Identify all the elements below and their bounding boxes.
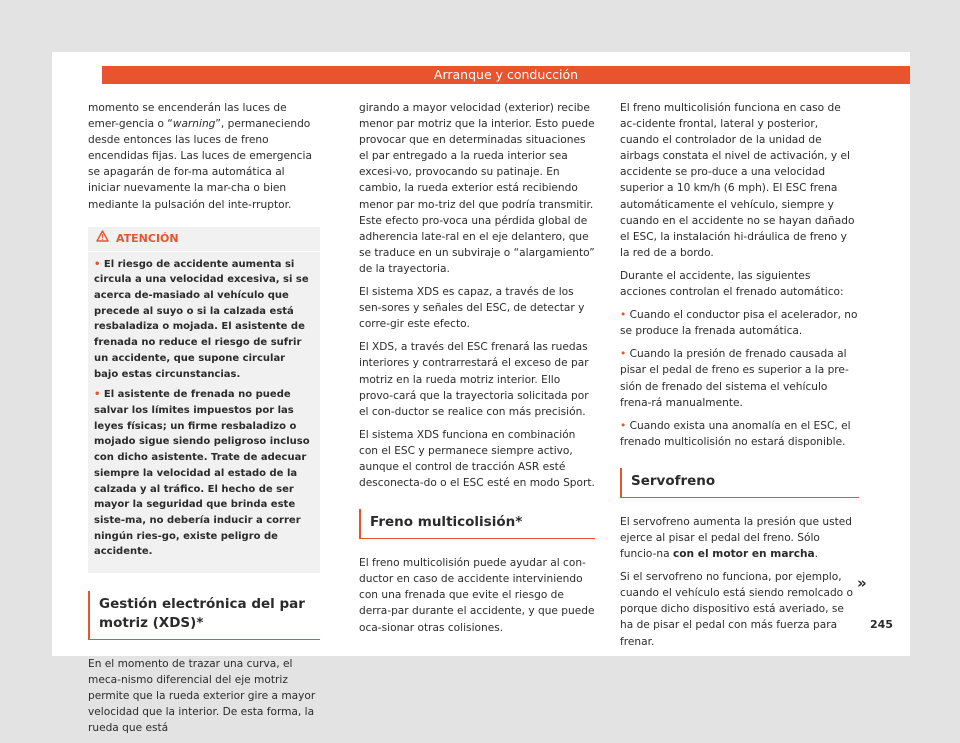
paragraph: Si el servofreno no funciona, por ejemplo, cuando el vehículo está siendo remolcado o porque dicho dispositivo está averiado, se ha de pisar el pedal con más fuerza para frenar. bbox=[620, 571, 853, 648]
manual-page bbox=[52, 52, 910, 735]
warning-body bbox=[88, 252, 320, 560]
section-heading-xds: Gestión electrónica del par motriz (XDS)* bbox=[88, 591, 320, 640]
paragraph: momento se encenderán las luces de emer-gencia o “warning”, permaneciendo desde entonces las luces de freno encendidas fijas. Las luces de emergencia se apagarán de for-ma automática al iniciar nuevamente la mar-cha o bien mediante la pulsación del inte-rruptor. bbox=[88, 102, 312, 211]
bullet-icon: • bbox=[620, 348, 630, 361]
bullet-icon: • bbox=[620, 419, 630, 432]
paragraph: girando a mayor velocidad (exterior) recibe menor par motriz que la interior. Esto puede provocar que en determinadas situaciones el par entregado a la rueda interior sea excesi-vo, provocando su patinaje. En cambio, la rueda exterior está recibiendo menor par mo-triz del que podría transmitir. Este efecto pro-voca una pérdida global de adherencia late-ral en el eje delantero, que se traduce en un subviraje o “alargamiento” de la trayectoria. bbox=[359, 102, 595, 275]
bullet-icon: • bbox=[94, 258, 104, 270]
warning-header bbox=[88, 227, 320, 252]
column-right bbox=[620, 100, 859, 657]
column-middle bbox=[359, 100, 595, 643]
paragraph: El freno multicolisión funciona en caso de ac-cidente frontal, lateral y posterior, cuando el controlador de la unidad de airbags constata el nivel de activación, y el accidente se pro-duce a una velocidad superior a 10 km/h (6 mph). El ESC frena automáticamente el vehículo, siempre y cuando en el accidente no se hayan dañado el ESC, la instalación hi-dráulica de freno y la red de a bordo. bbox=[620, 102, 855, 259]
bullet-icon: • bbox=[94, 389, 104, 401]
warning-item: • El riesgo de accidente aumenta si circula a una velocidad excesiva, si se acerca de-masiado al vehículo que precede al suyo o si la calzada está resbaladiza o mojada. El asistente de frenada no reduce el riesgo de sufrir un accidente, que supone circular bajo estas circunstancias. bbox=[94, 258, 309, 380]
continue-arrow-icon: » bbox=[857, 574, 867, 592]
list-item: • Cuando exista una anomalía en el ESC, el frenado multicolisión no estará disponible. bbox=[620, 419, 851, 448]
paragraph: El sistema XDS funciona en combinación con el ESC y permanece siempre activo, aunque el control de tracción ASR esté desconecta-do o el ESC esté en modo Sport. bbox=[359, 428, 595, 490]
paragraph: El servofreno aumenta la presión que usted ejerce al pisar el pedal del freno. Sólo funcio-na con el motor en marcha. bbox=[620, 515, 852, 561]
warning-box bbox=[88, 227, 320, 573]
list-item: • Cuando el conductor pisa el acelerador, no se produce la frenada automática. bbox=[620, 309, 858, 338]
section-heading-multicollision: Freno multicolisión* bbox=[359, 509, 595, 539]
warning-triangle-icon bbox=[96, 227, 109, 251]
page-number: 245 bbox=[870, 618, 893, 631]
paragraph: El freno multicolisión puede ayudar al con-ductor en caso de accidente interviniendo con una frenada que evite el riesgo de derra-par durante el accidente, y que puede oca-sionar otras colisiones. bbox=[359, 557, 595, 634]
chapter-header: Arranque y conducción bbox=[102, 66, 910, 84]
bullet-icon: • bbox=[620, 309, 630, 322]
paragraph: En el momento de trazar una curva, el meca-nismo diferencial del eje motriz permite que la rueda exterior gire a mayor velocidad que la interior. De esta forma, la rueda que está bbox=[88, 658, 316, 735]
list-item: • Cuando la presión de frenado causada al pisar el pedal de freno es superior a la pre-sión de frenado del sistema el vehículo frena-rá manualmente. bbox=[620, 348, 849, 409]
paragraph: Durante el accidente, las siguientes acciones controlan el frenado automático: bbox=[620, 269, 844, 299]
warning-title: ATENCIÓN bbox=[116, 231, 179, 245]
column-left bbox=[88, 100, 320, 743]
paragraph: El XDS, a través del ESC frenará las ruedas interiores y contrarrestará el exceso de par motriz en la rueda motriz interior. Ello provo-cará que la trayectoria solicitada por el con-ductor se realice con más precisión. bbox=[359, 341, 589, 418]
section-heading-servofreno: Servofreno bbox=[620, 468, 859, 498]
warning-item: • El asistente de frenada no puede salvar los límites impuestos por las leyes físicas; un firme resbaladizo o mojado sigue siendo peligroso incluso con dicho asistente. Trate de adecuar siempre la velocidad al estado de la calzada y al tráfico. El hecho de ser mayor la seguridad que brinda este siste-ma, no debería inducir a correr ningún ries-go, existe peligro de accidente. bbox=[94, 389, 310, 558]
paragraph: El sistema XDS es capaz, a través de los sen-sores y señales del ESC, de detectar y corre-gir este efecto. bbox=[359, 286, 585, 331]
